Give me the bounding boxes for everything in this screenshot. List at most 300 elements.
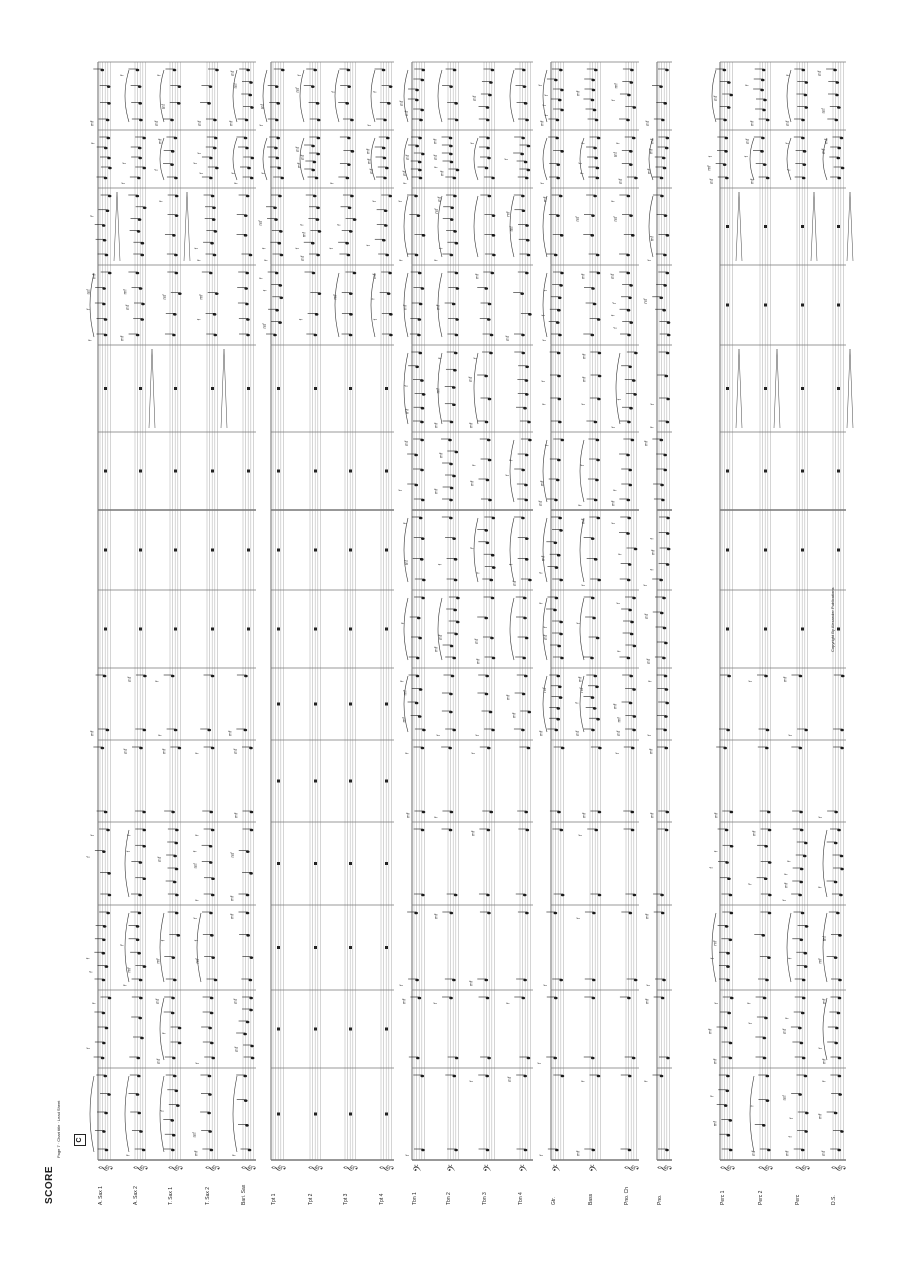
clef-icon: 𝄞 [133,1164,147,1172]
phrase-slur [438,70,442,122]
phrase-slur [540,273,547,337]
whole-rest [385,946,388,949]
dynamic-mark: f [433,1002,439,1004]
dynamic-mark: mf [258,220,264,226]
dynamic-mark: f [402,182,408,184]
dynamic-mark: mf [712,1058,718,1064]
clef-icon: 𝄞 [657,1164,671,1172]
instrument-label: Tbn 4 [518,1192,524,1205]
dynamic-mark: mf [301,232,307,238]
dynamic-mark: f [610,314,616,317]
dynamic-mark: mf [122,748,128,754]
staff [758,62,772,1172]
dynamic-mark: f [744,84,750,86]
dynamic-mark: f [399,984,405,986]
clef-icon: 𝄢 [412,1164,426,1172]
hairpin [736,192,742,261]
dynamic-mark: mf [404,408,410,415]
phrase-slur [233,1076,237,1152]
dynamic-mark: f [647,680,653,682]
dynamic-mark: mf [86,289,92,295]
dynamic-mark: mf [613,216,619,222]
dynamic-mark: mf [436,196,442,202]
dynamic-mark: f [194,899,200,901]
hairpin [114,192,120,261]
dynamic-mark: mf [196,120,202,126]
whole-rest [764,225,767,228]
dynamic-mark: mf [511,580,517,586]
dynamic-mark: f [508,563,514,566]
dynamic-mark: mf [542,196,548,202]
whole-rest [174,549,177,552]
whole-rest [104,470,107,473]
dynamic-mark: f [437,563,443,566]
dynamic-mark: f [649,569,655,571]
dynamic-mark: mf [155,958,161,964]
dynamic-mark: f [370,298,376,300]
dynamic-mark: mf [470,830,476,836]
whole-rest [726,225,729,228]
phrase-slur [335,70,339,122]
clef-icon: 𝄞 [343,1164,357,1172]
whole-rest [385,387,388,390]
dynamic-mark: f [262,289,268,292]
dynamic-mark: f [610,200,616,202]
phrase-slur [160,913,164,982]
dynamic-mark: f [543,289,549,292]
phrase-slur [125,1076,129,1152]
dynamic-mark: mf [193,1150,199,1156]
phrase-slur [580,676,584,732]
hairpin [847,192,853,261]
dynamic-mark: mf [157,138,163,144]
dynamic-mark: mf [434,208,440,214]
dynamic-mark: f [329,247,335,250]
dynamic-mark: f [784,142,790,144]
phrase-slur [750,138,754,180]
whole-rest [349,703,352,706]
dynamic-mark: f [782,899,788,901]
dynamic-mark: f [198,172,204,174]
dynamic-mark: f [372,318,378,321]
dynamic-mark: f [818,816,824,818]
dynamic-mark: mf [713,812,719,818]
clef-icon: 𝄞 [795,1164,809,1172]
clef-icon: 𝄞 [168,1164,182,1172]
dynamic-mark: f [398,200,404,202]
whole-rest [247,470,250,473]
dynamic-mark: f [194,752,200,754]
whole-rest [277,387,280,390]
dynamic-mark: mf [610,273,616,279]
dynamic-mark: f [122,162,128,164]
dynamic-mark: mf [230,70,236,76]
dynamic-mark: f [540,182,546,184]
whole-rest [314,470,317,473]
dynamic-mark: mf [192,863,198,869]
dynamic-mark: mf [401,717,407,723]
dynamic-mark: f [196,259,202,261]
whole-rest [211,387,214,390]
dynamic-mark: mf [195,958,201,964]
dynamic-mark: mf [262,323,268,329]
dynamic-mark: f [643,584,649,586]
dynamic-mark: f [192,162,198,164]
dynamic-mark: mf [749,178,755,184]
dynamic-mark: mf [751,830,757,836]
staff [271,62,285,1172]
instrument-label: Tpt 2 [308,1193,314,1205]
clef-icon: 𝄢 [518,1164,532,1172]
dynamic-mark: f [233,182,239,184]
dynamic-mark: f [469,547,475,549]
staff [168,62,182,1172]
phrase-slur [510,518,514,582]
instrument-label: Pno. Ch [624,1186,630,1205]
dynamic-mark: mf [650,549,656,555]
dynamic-mark: mf [229,895,235,901]
dynamic-mark: f [615,142,621,144]
dynamic-mark: f [616,650,622,652]
clef-icon: 𝄢 [482,1164,496,1172]
dynamic-mark: f [650,403,656,405]
dynamic-mark: mf [473,638,479,644]
phrase-slur [787,913,791,982]
whole-rest [314,703,317,706]
dynamic-mark: mf [511,712,517,718]
phrase-slur [401,676,408,732]
dynamic-mark: mf [227,730,233,736]
dynamic-mark: mf [366,158,372,164]
dynamic-mark: mf [475,658,481,664]
dynamic-mark: f [537,84,543,86]
whole-rest [764,304,767,307]
dynamic-mark: f [120,182,126,184]
whole-rest [211,470,214,473]
dynamic-mark: f [578,834,584,836]
dynamic-mark: f [193,917,199,919]
whole-rest [385,549,388,552]
dynamic-mark: mf [707,1028,713,1034]
dynamic-mark: f [617,553,623,555]
dynamic-mark: f [470,142,476,144]
dynamic-mark: f [744,155,750,158]
dynamic-mark: f [788,734,794,736]
dynamic-mark: f [541,339,547,341]
dynamic-mark: mf [784,1150,790,1156]
score-title: SCORE [44,1165,55,1204]
whole-rest [277,470,280,473]
dynamic-mark: mf [580,518,586,524]
whole-rest [277,862,280,865]
whole-rest [837,628,840,631]
whole-rest [277,1113,280,1116]
dynamic-mark: f [788,1136,794,1138]
dynamic-mark: mf [645,658,651,664]
whole-rest [277,780,280,783]
dynamic-mark: mf [404,440,410,446]
whole-rest [104,628,107,631]
phrase-slur [787,70,791,122]
phrase-slur [580,518,584,582]
dynamic-mark: mf [712,940,718,946]
staff [98,62,112,1172]
dynamic-mark: f [154,169,160,171]
clef-icon: 𝄞 [379,1164,393,1172]
phrase-slur [543,138,547,180]
dynamic-mark: f [90,834,96,836]
dynamic-mark: f [372,200,378,202]
dynamic-mark: f [580,1080,586,1082]
dynamic-mark: mf [432,154,438,160]
dynamic-mark: f [616,602,622,604]
dynamic-mark: mf [821,936,827,942]
whole-rest [314,1113,317,1116]
dynamic-mark: mf [438,634,444,640]
hairpin [774,349,780,428]
whole-rest [174,470,177,473]
dynamic-mark: f [85,1047,91,1049]
dynamic-mark: f [119,944,125,946]
dynamic-mark: mf [817,70,823,76]
staff [795,62,809,1172]
whole-rest [314,549,317,552]
whole-rest [801,387,804,390]
dynamic-mark: f [433,166,439,168]
dynamic-mark: f [258,277,264,279]
instrument-label: Tpt 1 [271,1193,277,1205]
instrument-label: T. Sax 2 [205,1186,211,1205]
whole-rest [764,628,767,631]
whole-rest [247,387,250,390]
whole-rest [385,780,388,783]
dynamic-mark: mf [368,168,374,174]
dynamic-mark: mf [439,170,445,176]
whole-rest [837,304,840,307]
dynamic-mark: mf [471,95,477,101]
dynamic-mark: f [610,99,616,101]
dynamic-mark: mf [505,211,511,217]
dynamic-mark: mf [817,958,823,964]
instrument-label: Tpt 3 [343,1193,349,1205]
dynamic-mark: f [329,182,335,184]
staff [205,62,219,1172]
dynamic-mark: mf [579,687,585,693]
dynamic-mark: mf [821,998,827,1004]
dynamic-mark: mf [404,154,410,160]
phrase-slur [371,273,378,337]
instrument-label: Gtr. [551,1196,557,1205]
dynamic-mark: mf [646,168,652,174]
dynamic-mark: f [399,680,405,682]
phrase-slur [543,676,547,732]
whole-rest [385,703,388,706]
dynamic-mark: f [541,104,547,106]
whole-rest [385,628,388,631]
dynamic-mark: f [574,702,580,704]
dynamic-mark: f [261,247,267,250]
dynamic-mark: mf [294,87,300,93]
dynamic-mark: f [433,816,439,818]
dynamic-mark: mf [648,148,654,154]
dynamic-mark: mf [198,294,204,300]
dynamic-mark: mf [644,913,650,919]
dynamic-mark: f [612,489,618,491]
whole-rest [349,946,352,949]
dynamic-mark: f [156,74,162,76]
whole-rest [277,946,280,949]
dynamic-mark: mf [433,488,439,494]
whole-rest [277,1028,280,1031]
dynamic-mark: mf [398,100,404,106]
whole-rest [837,387,840,390]
phrase-slur [823,913,827,982]
dynamic-mark: mf [823,138,829,144]
dynamic-mark: f [580,403,586,405]
whole-rest [349,549,352,552]
dynamic-mark: f [610,426,616,428]
staff [657,62,671,1172]
dynamic-mark: mf [468,376,474,382]
dynamic-mark: f [331,91,337,93]
dynamic-mark: f [263,259,269,261]
dynamic-mark: mf [401,170,407,176]
dynamic-mark: f [475,734,481,736]
dynamic-mark: f [611,522,617,524]
rehearsal-mark: C [74,1134,86,1146]
dynamic-mark: f [475,572,481,574]
dynamic-mark: mf [89,120,95,126]
whole-rest [349,1113,352,1116]
dynamic-mark: f [261,172,267,174]
staff [720,62,734,1172]
phrase-slur [510,440,514,502]
dynamic-mark: mf [706,165,712,171]
phrase-slur [404,518,408,582]
dynamic-mark: f [544,114,550,116]
dynamic-mark: f [649,538,655,540]
dynamic-mark: f [473,357,479,359]
dynamic-mark: mf [229,913,235,919]
dynamic-mark: mf [89,730,95,736]
whole-rest [277,628,280,631]
dynamic-mark: f [541,403,547,405]
dynamic-mark: f [709,1095,715,1097]
dynamic-mark: mf [643,613,649,619]
dynamic-mark: f [578,162,584,164]
whole-rest [837,225,840,228]
whole-rest [139,470,142,473]
whole-rest [277,549,280,552]
dynamic-mark: f [617,398,623,401]
dynamic-mark: f [612,302,618,304]
dynamic-mark: mf [749,120,755,126]
dynamic-mark: f [159,1110,165,1112]
dynamic-mark: f [543,984,549,986]
dynamic-mark: f [299,224,305,226]
dynamic-mark: f [543,626,549,628]
phrase-slur [823,998,827,1060]
dynamic-mark: f [398,489,404,491]
dynamic-mark: f [85,957,91,960]
whole-rest [314,1028,317,1031]
dynamic-mark: mf [154,120,160,126]
dynamic-mark: mf [581,376,587,382]
dynamic-mark: f [538,1154,544,1156]
dynamic-mark: mf [468,980,474,986]
phrase-slur [160,70,164,122]
dynamic-mark: f [783,873,789,875]
phrase-slur [649,196,653,257]
dynamic-mark: mf [541,687,547,693]
instrument-label: Perc 1 [720,1190,726,1205]
dynamic-mark: f [786,860,792,862]
dynamic-mark: f [470,752,476,754]
dynamic-mark: mf [157,856,163,862]
whole-rest [211,549,214,552]
whole-rest [764,470,767,473]
whole-rest [104,549,107,552]
dynamic-mark: f [649,426,655,428]
dynamic-mark: f [87,339,93,341]
phrase-slur [160,1076,164,1152]
dynamic-mark: mf [649,138,655,144]
dynamic-mark: mf [126,676,132,682]
staff [308,62,322,1172]
dynamic-mark: mf [612,152,618,158]
dynamic-mark: f [581,584,587,586]
dynamic-mark: mf [435,304,441,310]
dynamic-mark: f [438,247,444,250]
dynamic-mark: f [160,939,166,942]
phrase-slur [823,830,827,897]
dynamic-mark: mf [784,120,790,126]
dynamic-mark: f [436,734,442,736]
dynamic-mark: f [540,314,546,317]
dynamic-mark: mf [433,913,439,919]
score-subtitle: Page 7 · Chart title · Lead Sheet [56,1100,61,1158]
dynamic-mark: mf [539,120,545,126]
instrument-label: Tbn 2 [446,1192,452,1205]
dynamic-mark: mf [402,304,408,310]
dynamic-mark: f [505,1002,511,1004]
dynamic-mark: mf [509,226,515,232]
dynamic-mark: mf [575,730,581,736]
dynamic-mark: f [258,124,264,126]
dynamic-mark: mf [783,882,789,888]
dynamic-mark: f [747,1022,753,1024]
dynamic-mark: mf [403,560,409,566]
whole-rest [385,470,388,473]
dynamic-mark: f [119,74,125,76]
dynamic-mark: f [469,1080,475,1082]
dynamic-mark: mf [543,634,549,640]
dynamic-mark: f [433,259,439,261]
dynamic-mark: mf [643,298,649,304]
dynamic-mark: f [580,142,586,144]
whole-rest [349,628,352,631]
dynamic-mark: mf [649,812,655,818]
whole-rest [277,703,280,706]
phrase-slur [580,598,584,660]
dynamic-mark: f [88,971,94,973]
clef-icon: 𝄞 [758,1164,772,1172]
phrase-slur [371,70,375,122]
whole-rest [726,470,729,473]
phrase-slur [580,440,584,502]
whole-rest [837,549,840,552]
whole-rest [314,387,317,390]
